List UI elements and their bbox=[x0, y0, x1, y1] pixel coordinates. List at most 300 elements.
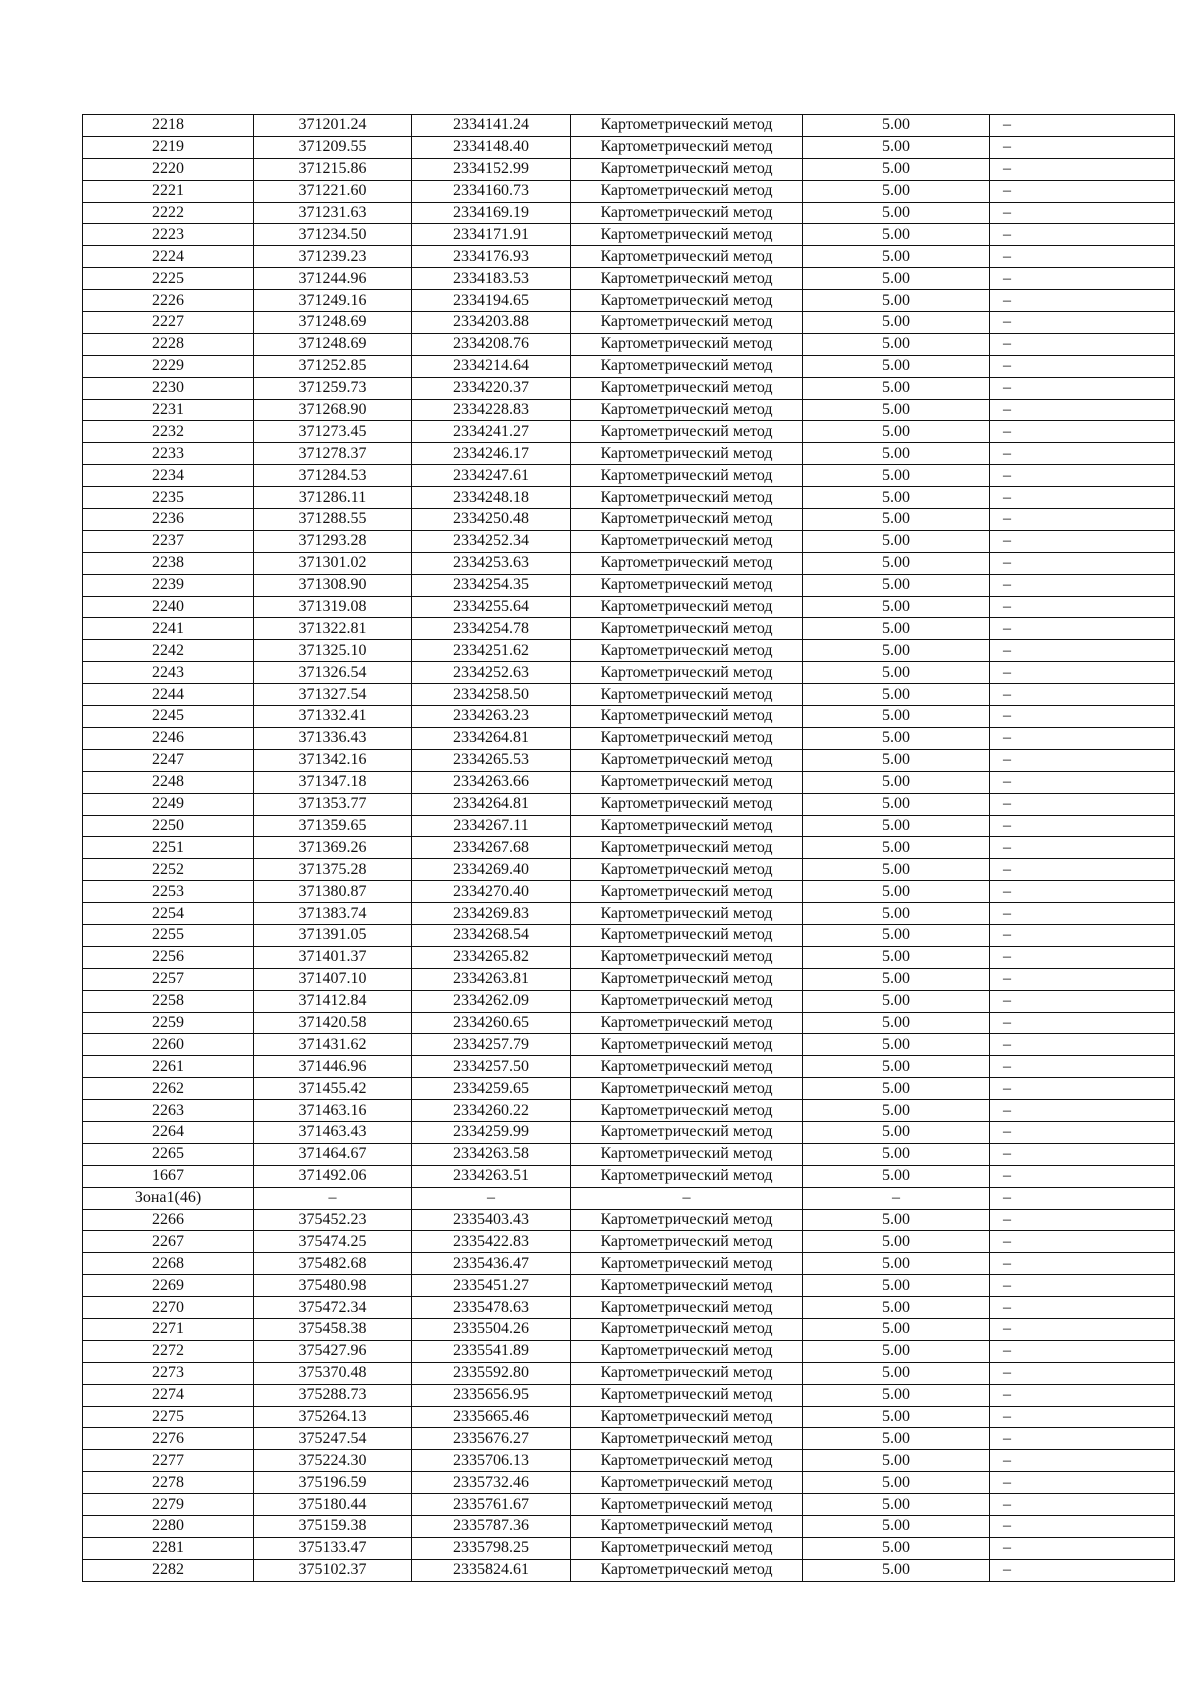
x-coordinate-cell: 371308.90 bbox=[254, 574, 412, 596]
x-coordinate-cell: 371342.16 bbox=[254, 749, 412, 771]
table-row bbox=[83, 421, 1175, 443]
point-number-cell: 2223 bbox=[83, 224, 254, 246]
y-coordinate-cell: 2334267.11 bbox=[412, 815, 571, 837]
method-cell: Картометрический метод bbox=[571, 1450, 803, 1472]
point-number-cell: 2274 bbox=[83, 1384, 254, 1406]
point-number-cell: 2234 bbox=[83, 465, 254, 487]
method-cell: Картометрический метод bbox=[571, 815, 803, 837]
point-number-cell: 2253 bbox=[83, 881, 254, 903]
point-number-cell: 2231 bbox=[83, 399, 254, 421]
method-cell: Картометрический метод bbox=[571, 946, 803, 968]
point-number-cell: 2241 bbox=[83, 618, 254, 640]
y-coordinate-cell: 2335706.13 bbox=[412, 1450, 571, 1472]
x-coordinate-cell: 375133.47 bbox=[254, 1537, 412, 1559]
y-coordinate-cell: 2334203.88 bbox=[412, 312, 571, 334]
method-cell: Картометрический метод bbox=[571, 224, 803, 246]
point-number-cell: 1667 bbox=[83, 1165, 254, 1187]
table-row bbox=[83, 1034, 1175, 1056]
table-row bbox=[83, 377, 1175, 399]
method-cell: Картометрический метод bbox=[571, 1209, 803, 1231]
note-cell: – bbox=[990, 1472, 1175, 1494]
method-cell: Картометрический метод bbox=[571, 465, 803, 487]
y-coordinate-cell: 2334264.81 bbox=[412, 727, 571, 749]
point-number-cell: 2238 bbox=[83, 552, 254, 574]
accuracy-cell: 5.00 bbox=[803, 1318, 990, 1340]
y-coordinate-cell: 2335478.63 bbox=[412, 1297, 571, 1319]
accuracy-cell: 5.00 bbox=[803, 968, 990, 990]
note-cell: – bbox=[990, 1231, 1175, 1253]
y-coordinate-cell: 2335592.80 bbox=[412, 1362, 571, 1384]
x-coordinate-cell: 371347.18 bbox=[254, 771, 412, 793]
y-coordinate-cell: 2334263.81 bbox=[412, 968, 571, 990]
accuracy-cell: 5.00 bbox=[803, 640, 990, 662]
table-row bbox=[83, 180, 1175, 202]
table-row bbox=[83, 968, 1175, 990]
table-row bbox=[83, 618, 1175, 640]
accuracy-cell: 5.00 bbox=[803, 224, 990, 246]
y-coordinate-cell: 2334171.91 bbox=[412, 224, 571, 246]
accuracy-cell: 5.00 bbox=[803, 1056, 990, 1078]
x-coordinate-cell: 375247.54 bbox=[254, 1428, 412, 1450]
table-row bbox=[83, 990, 1175, 1012]
method-cell: Картометрический метод bbox=[571, 771, 803, 793]
accuracy-cell: 5.00 bbox=[803, 1078, 990, 1100]
point-number-cell: 2271 bbox=[83, 1318, 254, 1340]
table-row bbox=[83, 837, 1175, 859]
x-coordinate-cell: 371420.58 bbox=[254, 1012, 412, 1034]
point-number-cell: 2268 bbox=[83, 1253, 254, 1275]
note-cell: – bbox=[990, 1384, 1175, 1406]
accuracy-cell: 5.00 bbox=[803, 377, 990, 399]
table-row bbox=[83, 881, 1175, 903]
accuracy-cell: 5.00 bbox=[803, 1209, 990, 1231]
note-cell: – bbox=[990, 136, 1175, 158]
point-number-cell: 2276 bbox=[83, 1428, 254, 1450]
point-number-cell: 2230 bbox=[83, 377, 254, 399]
method-cell: Картометрический метод bbox=[571, 1340, 803, 1362]
note-cell: – bbox=[990, 684, 1175, 706]
y-coordinate-cell: 2334257.79 bbox=[412, 1034, 571, 1056]
x-coordinate-cell: 371234.50 bbox=[254, 224, 412, 246]
table-row bbox=[83, 1056, 1175, 1078]
note-cell: – bbox=[990, 749, 1175, 771]
accuracy-cell: 5.00 bbox=[803, 1231, 990, 1253]
accuracy-cell: 5.00 bbox=[803, 946, 990, 968]
method-cell: – bbox=[571, 1187, 803, 1209]
method-cell: Картометрический метод bbox=[571, 1056, 803, 1078]
y-coordinate-cell: 2334228.83 bbox=[412, 399, 571, 421]
x-coordinate-cell: 371231.63 bbox=[254, 202, 412, 224]
table-row bbox=[83, 1494, 1175, 1516]
table-row bbox=[83, 1384, 1175, 1406]
method-cell: Картометрический метод bbox=[571, 136, 803, 158]
table-row bbox=[83, 749, 1175, 771]
table-row bbox=[83, 312, 1175, 334]
accuracy-cell: 5.00 bbox=[803, 596, 990, 618]
note-cell: – bbox=[990, 1100, 1175, 1122]
table-row bbox=[83, 158, 1175, 180]
x-coordinate-cell: 375180.44 bbox=[254, 1494, 412, 1516]
method-cell: Картометрический метод bbox=[571, 684, 803, 706]
y-coordinate-cell: 2335732.46 bbox=[412, 1472, 571, 1494]
method-cell: Картометрический метод bbox=[571, 1165, 803, 1187]
note-cell: – bbox=[990, 158, 1175, 180]
x-coordinate-cell: 371332.41 bbox=[254, 706, 412, 728]
accuracy-cell: 5.00 bbox=[803, 180, 990, 202]
method-cell: Картометрический метод bbox=[571, 333, 803, 355]
y-coordinate-cell: 2334194.65 bbox=[412, 290, 571, 312]
accuracy-cell: 5.00 bbox=[803, 1143, 990, 1165]
accuracy-cell: 5.00 bbox=[803, 903, 990, 925]
table-row bbox=[83, 596, 1175, 618]
point-number-cell: 2237 bbox=[83, 530, 254, 552]
table-row bbox=[83, 1516, 1175, 1538]
x-coordinate-cell: 371288.55 bbox=[254, 509, 412, 531]
note-cell: – bbox=[990, 180, 1175, 202]
accuracy-cell: 5.00 bbox=[803, 290, 990, 312]
note-cell: – bbox=[990, 552, 1175, 574]
x-coordinate-cell: 375472.34 bbox=[254, 1297, 412, 1319]
note-cell: – bbox=[990, 903, 1175, 925]
method-cell: Картометрический метод bbox=[571, 377, 803, 399]
table-row bbox=[83, 552, 1175, 574]
table-row bbox=[83, 574, 1175, 596]
method-cell: Картометрический метод bbox=[571, 1537, 803, 1559]
table-row bbox=[83, 815, 1175, 837]
y-coordinate-cell: 2334254.35 bbox=[412, 574, 571, 596]
y-coordinate-cell: 2334169.19 bbox=[412, 202, 571, 224]
point-number-cell: 2252 bbox=[83, 859, 254, 881]
coordinates-table bbox=[82, 114, 1175, 1582]
note-cell: – bbox=[990, 837, 1175, 859]
y-coordinate-cell: 2335436.47 bbox=[412, 1253, 571, 1275]
x-coordinate-cell: 371412.84 bbox=[254, 990, 412, 1012]
point-number-cell: 2227 bbox=[83, 312, 254, 334]
accuracy-cell: 5.00 bbox=[803, 618, 990, 640]
y-coordinate-cell: 2335656.95 bbox=[412, 1384, 571, 1406]
x-coordinate-cell: 371301.02 bbox=[254, 552, 412, 574]
y-coordinate-cell: 2334241.27 bbox=[412, 421, 571, 443]
y-coordinate-cell: 2334250.48 bbox=[412, 509, 571, 531]
method-cell: Картометрический метод bbox=[571, 1406, 803, 1428]
x-coordinate-cell: 371293.28 bbox=[254, 530, 412, 552]
x-coordinate-cell: 371326.54 bbox=[254, 662, 412, 684]
note-cell: – bbox=[990, 312, 1175, 334]
x-coordinate-cell: 371284.53 bbox=[254, 465, 412, 487]
method-cell: Картометрический метод bbox=[571, 180, 803, 202]
x-coordinate-cell: 371464.67 bbox=[254, 1143, 412, 1165]
note-cell: – bbox=[990, 1034, 1175, 1056]
note-cell: – bbox=[990, 706, 1175, 728]
table-row bbox=[83, 530, 1175, 552]
method-cell: Картометрический метод bbox=[571, 1384, 803, 1406]
method-cell: Картометрический метод bbox=[571, 727, 803, 749]
method-cell: Картометрический метод bbox=[571, 618, 803, 640]
y-coordinate-cell: 2335541.89 bbox=[412, 1340, 571, 1362]
method-cell: Картометрический метод bbox=[571, 1012, 803, 1034]
point-number-cell: 2251 bbox=[83, 837, 254, 859]
accuracy-cell: 5.00 bbox=[803, 202, 990, 224]
point-number-cell: 2257 bbox=[83, 968, 254, 990]
accuracy-cell: 5.00 bbox=[803, 246, 990, 268]
method-cell: Картометрический метод bbox=[571, 924, 803, 946]
x-coordinate-cell: 371215.86 bbox=[254, 158, 412, 180]
note-cell: – bbox=[990, 618, 1175, 640]
table-row bbox=[83, 1428, 1175, 1450]
y-coordinate-cell: 2334264.81 bbox=[412, 793, 571, 815]
method-cell: Картометрический метод bbox=[571, 1231, 803, 1253]
x-coordinate-cell: 371278.37 bbox=[254, 443, 412, 465]
note-cell: – bbox=[990, 399, 1175, 421]
point-number-cell: 2236 bbox=[83, 509, 254, 531]
point-number-cell: 2248 bbox=[83, 771, 254, 793]
note-cell: – bbox=[990, 1340, 1175, 1362]
note-cell: – bbox=[990, 1209, 1175, 1231]
note-cell: – bbox=[990, 815, 1175, 837]
table-row bbox=[83, 771, 1175, 793]
note-cell: – bbox=[990, 793, 1175, 815]
point-number-cell: 2219 bbox=[83, 136, 254, 158]
point-number-cell: 2244 bbox=[83, 684, 254, 706]
method-cell: Картометрический метод bbox=[571, 1253, 803, 1275]
accuracy-cell: 5.00 bbox=[803, 684, 990, 706]
note-cell: – bbox=[990, 1297, 1175, 1319]
point-number-cell: 2282 bbox=[83, 1559, 254, 1581]
table-row bbox=[83, 684, 1175, 706]
accuracy-cell: 5.00 bbox=[803, 574, 990, 596]
table-row bbox=[83, 268, 1175, 290]
table-row bbox=[83, 333, 1175, 355]
table-row bbox=[83, 443, 1175, 465]
y-coordinate-cell: 2334141.24 bbox=[412, 115, 571, 137]
x-coordinate-cell: 371431.62 bbox=[254, 1034, 412, 1056]
table-row bbox=[83, 1231, 1175, 1253]
note-cell: – bbox=[990, 1362, 1175, 1384]
method-cell: Картометрический метод bbox=[571, 662, 803, 684]
accuracy-cell: 5.00 bbox=[803, 706, 990, 728]
table-row bbox=[83, 1253, 1175, 1275]
x-coordinate-cell: 375370.48 bbox=[254, 1362, 412, 1384]
accuracy-cell: 5.00 bbox=[803, 1494, 990, 1516]
accuracy-cell: 5.00 bbox=[803, 421, 990, 443]
accuracy-cell: 5.00 bbox=[803, 1406, 990, 1428]
accuracy-cell: 5.00 bbox=[803, 924, 990, 946]
method-cell: Картометрический метод bbox=[571, 355, 803, 377]
y-coordinate-cell: 2334259.65 bbox=[412, 1078, 571, 1100]
y-coordinate-cell: 2334160.73 bbox=[412, 180, 571, 202]
x-coordinate-cell: 375159.38 bbox=[254, 1516, 412, 1538]
accuracy-cell: 5.00 bbox=[803, 268, 990, 290]
method-cell: Картометрический метод bbox=[571, 1078, 803, 1100]
y-coordinate-cell: 2334255.64 bbox=[412, 596, 571, 618]
point-number-cell: 2270 bbox=[83, 1297, 254, 1319]
y-coordinate-cell: 2334263.23 bbox=[412, 706, 571, 728]
point-number-cell: 2256 bbox=[83, 946, 254, 968]
point-number-cell: 2235 bbox=[83, 487, 254, 509]
x-coordinate-cell: 371322.81 bbox=[254, 618, 412, 640]
note-cell: – bbox=[990, 224, 1175, 246]
y-coordinate-cell: 2334183.53 bbox=[412, 268, 571, 290]
note-cell: – bbox=[990, 268, 1175, 290]
x-coordinate-cell: 371221.60 bbox=[254, 180, 412, 202]
point-number-cell: 2281 bbox=[83, 1537, 254, 1559]
accuracy-cell: 5.00 bbox=[803, 1340, 990, 1362]
x-coordinate-cell: 375288.73 bbox=[254, 1384, 412, 1406]
x-coordinate-cell: – bbox=[254, 1187, 412, 1209]
method-cell: Картометрический метод bbox=[571, 202, 803, 224]
note-cell: – bbox=[990, 443, 1175, 465]
method-cell: Картометрический метод bbox=[571, 115, 803, 137]
method-cell: Картометрический метод bbox=[571, 881, 803, 903]
table-row bbox=[83, 662, 1175, 684]
x-coordinate-cell: 371407.10 bbox=[254, 968, 412, 990]
method-cell: Картометрический метод bbox=[571, 530, 803, 552]
y-coordinate-cell: 2334268.54 bbox=[412, 924, 571, 946]
x-coordinate-cell: 371259.73 bbox=[254, 377, 412, 399]
method-cell: Картометрический метод bbox=[571, 1275, 803, 1297]
note-cell: – bbox=[990, 574, 1175, 596]
x-coordinate-cell: 371455.42 bbox=[254, 1078, 412, 1100]
accuracy-cell: 5.00 bbox=[803, 487, 990, 509]
x-coordinate-cell: 375480.98 bbox=[254, 1275, 412, 1297]
method-cell: Картометрический метод bbox=[571, 640, 803, 662]
point-number-cell: 2279 bbox=[83, 1494, 254, 1516]
note-cell: – bbox=[990, 1516, 1175, 1538]
table-row bbox=[83, 1012, 1175, 1034]
y-coordinate-cell: 2334263.66 bbox=[412, 771, 571, 793]
accuracy-cell: 5.00 bbox=[803, 333, 990, 355]
accuracy-cell: 5.00 bbox=[803, 749, 990, 771]
note-cell: – bbox=[990, 1187, 1175, 1209]
point-number-cell: 2226 bbox=[83, 290, 254, 312]
method-cell: Картометрический метод bbox=[571, 706, 803, 728]
accuracy-cell: 5.00 bbox=[803, 552, 990, 574]
x-coordinate-cell: 371391.05 bbox=[254, 924, 412, 946]
point-number-cell: 2229 bbox=[83, 355, 254, 377]
note-cell: – bbox=[990, 1450, 1175, 1472]
accuracy-cell: 5.00 bbox=[803, 727, 990, 749]
accuracy-cell: 5.00 bbox=[803, 1253, 990, 1275]
method-cell: Картометрический метод bbox=[571, 1297, 803, 1319]
y-coordinate-cell: 2334252.34 bbox=[412, 530, 571, 552]
point-number-cell: 2239 bbox=[83, 574, 254, 596]
note-cell: – bbox=[990, 115, 1175, 137]
method-cell: Картометрический метод bbox=[571, 399, 803, 421]
point-number-cell: Зона1(46) bbox=[83, 1187, 254, 1209]
table-row bbox=[83, 1318, 1175, 1340]
table-row bbox=[83, 793, 1175, 815]
table-row bbox=[83, 399, 1175, 421]
x-coordinate-cell: 371336.43 bbox=[254, 727, 412, 749]
table-row bbox=[83, 924, 1175, 946]
document-page bbox=[82, 114, 1159, 1582]
note-cell: – bbox=[990, 1012, 1175, 1034]
y-coordinate-cell: 2334152.99 bbox=[412, 158, 571, 180]
table-row bbox=[83, 946, 1175, 968]
note-cell: – bbox=[990, 487, 1175, 509]
coordinates-table-body bbox=[83, 115, 1175, 1582]
table-row bbox=[83, 706, 1175, 728]
table-row bbox=[83, 1559, 1175, 1581]
y-coordinate-cell: 2334208.76 bbox=[412, 333, 571, 355]
method-cell: Картометрический метод bbox=[571, 268, 803, 290]
y-coordinate-cell: 2335422.83 bbox=[412, 1231, 571, 1253]
accuracy-cell: 5.00 bbox=[803, 509, 990, 531]
x-coordinate-cell: 371268.90 bbox=[254, 399, 412, 421]
method-cell: Картометрический метод bbox=[571, 793, 803, 815]
y-coordinate-cell: 2335403.43 bbox=[412, 1209, 571, 1231]
y-coordinate-cell: 2334259.99 bbox=[412, 1121, 571, 1143]
method-cell: Картометрический метод bbox=[571, 1100, 803, 1122]
y-coordinate-cell: 2335798.25 bbox=[412, 1537, 571, 1559]
table-row bbox=[83, 1275, 1175, 1297]
y-coordinate-cell: 2335787.36 bbox=[412, 1516, 571, 1538]
method-cell: Картометрический метод bbox=[571, 1472, 803, 1494]
accuracy-cell: 5.00 bbox=[803, 1275, 990, 1297]
method-cell: Картометрический метод bbox=[571, 246, 803, 268]
accuracy-cell: 5.00 bbox=[803, 771, 990, 793]
table-row bbox=[83, 202, 1175, 224]
method-cell: Картометрический метод bbox=[571, 596, 803, 618]
table-row bbox=[83, 355, 1175, 377]
table-row bbox=[83, 1472, 1175, 1494]
accuracy-cell: 5.00 bbox=[803, 881, 990, 903]
table-row bbox=[83, 1362, 1175, 1384]
x-coordinate-cell: 371383.74 bbox=[254, 903, 412, 925]
point-number-cell: 2247 bbox=[83, 749, 254, 771]
x-coordinate-cell: 371353.77 bbox=[254, 793, 412, 815]
method-cell: Картометрический метод bbox=[571, 443, 803, 465]
x-coordinate-cell: 371209.55 bbox=[254, 136, 412, 158]
point-number-cell: 2242 bbox=[83, 640, 254, 662]
note-cell: – bbox=[990, 1537, 1175, 1559]
point-number-cell: 2222 bbox=[83, 202, 254, 224]
point-number-cell: 2240 bbox=[83, 596, 254, 618]
table-row bbox=[83, 136, 1175, 158]
x-coordinate-cell: 371319.08 bbox=[254, 596, 412, 618]
note-cell: – bbox=[990, 509, 1175, 531]
accuracy-cell: 5.00 bbox=[803, 1362, 990, 1384]
accuracy-cell: 5.00 bbox=[803, 793, 990, 815]
method-cell: Картометрический метод bbox=[571, 968, 803, 990]
table-row bbox=[83, 1209, 1175, 1231]
point-number-cell: 2225 bbox=[83, 268, 254, 290]
accuracy-cell: 5.00 bbox=[803, 136, 990, 158]
accuracy-cell: 5.00 bbox=[803, 1034, 990, 1056]
point-number-cell: 2280 bbox=[83, 1516, 254, 1538]
point-number-cell: 2273 bbox=[83, 1362, 254, 1384]
method-cell: Картометрический метод bbox=[571, 421, 803, 443]
table-row bbox=[83, 1078, 1175, 1100]
note-cell: – bbox=[990, 1078, 1175, 1100]
x-coordinate-cell: 371286.11 bbox=[254, 487, 412, 509]
table-row bbox=[83, 859, 1175, 881]
table-row bbox=[83, 1537, 1175, 1559]
x-coordinate-cell: 375427.96 bbox=[254, 1340, 412, 1362]
table-row bbox=[83, 1121, 1175, 1143]
y-coordinate-cell: 2335504.26 bbox=[412, 1318, 571, 1340]
note-cell: – bbox=[990, 727, 1175, 749]
method-cell: Картометрический метод bbox=[571, 1121, 803, 1143]
point-number-cell: 2278 bbox=[83, 1472, 254, 1494]
x-coordinate-cell: 371463.43 bbox=[254, 1121, 412, 1143]
note-cell: – bbox=[990, 355, 1175, 377]
method-cell: Картометрический метод bbox=[571, 158, 803, 180]
accuracy-cell: 5.00 bbox=[803, 990, 990, 1012]
x-coordinate-cell: 371244.96 bbox=[254, 268, 412, 290]
x-coordinate-cell: 371239.23 bbox=[254, 246, 412, 268]
note-cell: – bbox=[990, 377, 1175, 399]
